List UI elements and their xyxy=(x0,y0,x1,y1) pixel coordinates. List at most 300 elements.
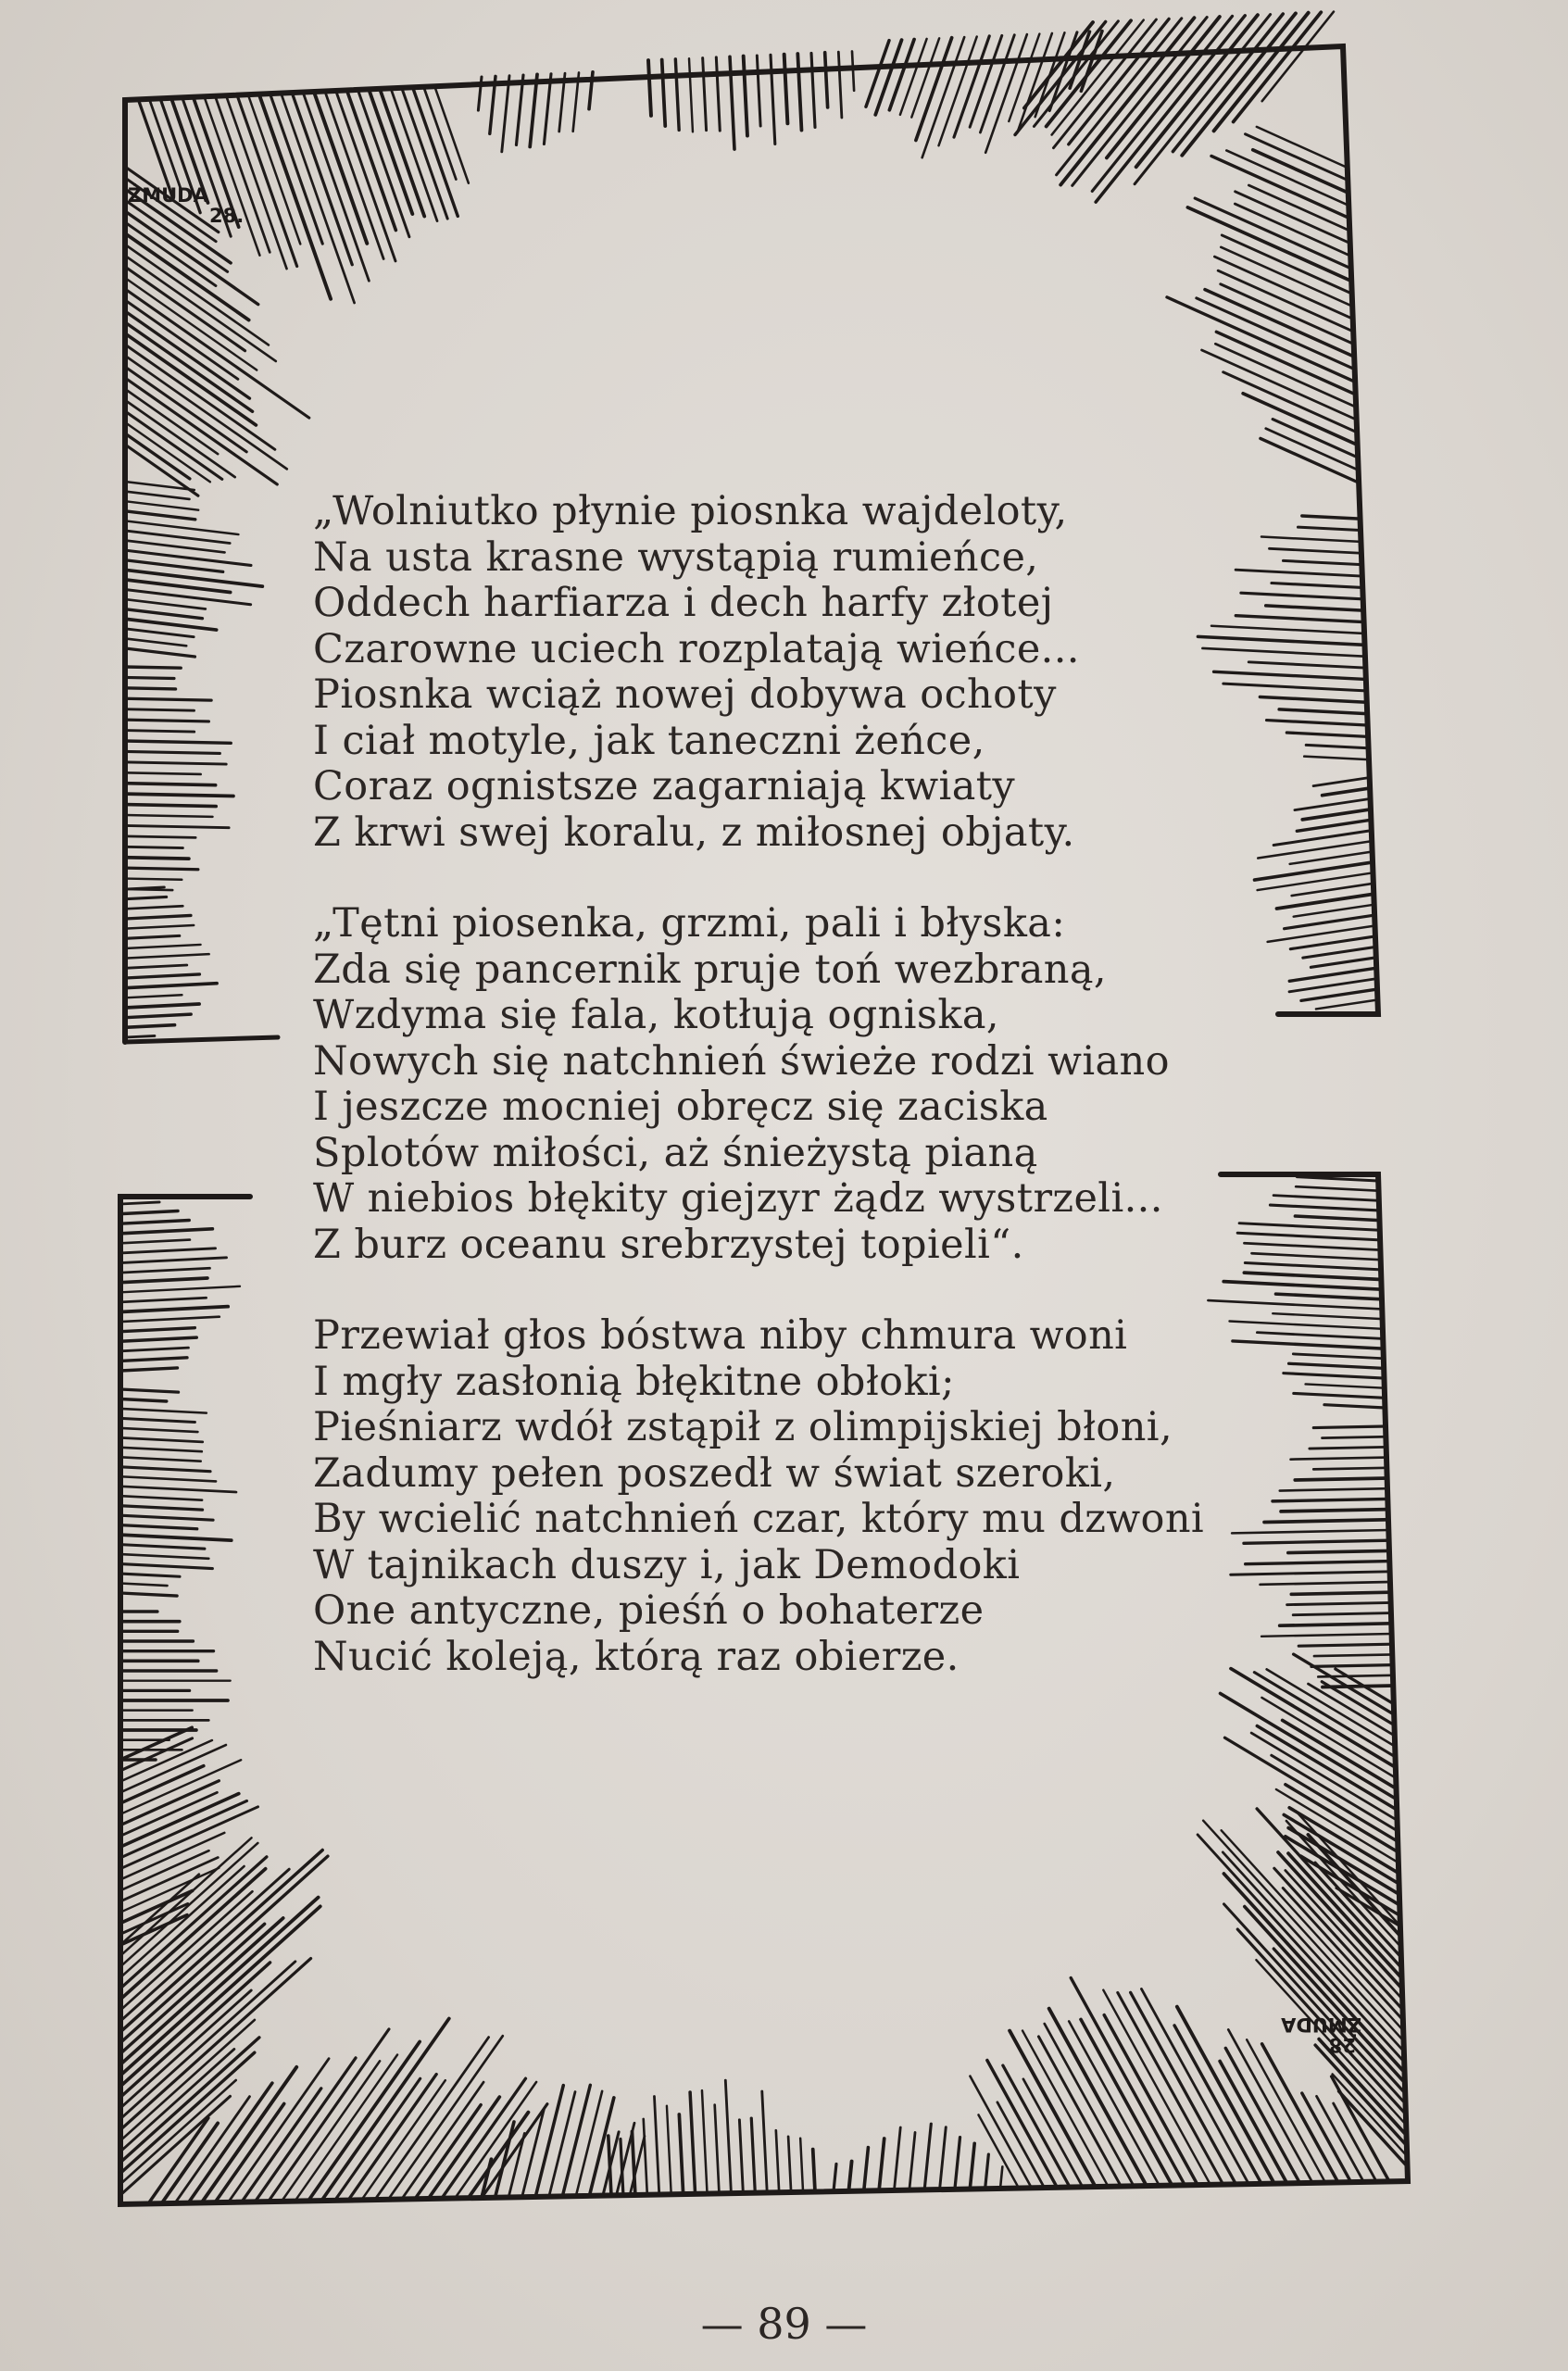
frame-hatch-line xyxy=(413,89,458,216)
frame-hatch-line xyxy=(120,1963,270,2097)
frame-hatch-line xyxy=(1023,2079,1083,2188)
frame-hatch-line xyxy=(125,256,276,361)
frame-hatch-line xyxy=(1241,593,1361,598)
frame-hatch-line xyxy=(811,53,815,127)
frame-hatch-line xyxy=(120,1418,194,1422)
frame-hatch-line xyxy=(120,1220,189,1223)
poem-line: Piosnka wciąż nowej dobywa ochoty xyxy=(313,671,1057,718)
poem-line: W niebios błękity giejzyr żądz wystrzeli... xyxy=(313,1175,1163,1222)
frame-hatch-line xyxy=(1221,247,1350,306)
frame-hatch-line xyxy=(1293,1354,1384,1359)
frame-hatch-line xyxy=(125,741,231,743)
frame-hatch-line xyxy=(1306,745,1365,747)
frame-hatch-line xyxy=(800,2139,803,2192)
frame-hatch-line xyxy=(1003,2065,1070,2188)
frame-hatch-line xyxy=(1311,958,1373,967)
frame-hatch-line xyxy=(1260,696,1363,702)
poem-line: Splotów miłości, aż śnieżystą pianą xyxy=(313,1129,1038,1176)
frame-hatch-line xyxy=(120,1358,187,1361)
frame-hatch-line xyxy=(535,2086,563,2197)
frame-hatch-line xyxy=(757,56,760,126)
frame-hatch-line xyxy=(516,75,523,144)
frame-hatch-line xyxy=(909,2132,915,2189)
frame-hatch-line xyxy=(125,648,194,657)
frame-hatch-line xyxy=(1222,235,1349,293)
frame-hatch-line xyxy=(335,2078,420,2201)
frame-hatch-line xyxy=(1292,884,1371,896)
frame-hatch-line xyxy=(1269,548,1359,553)
poem-line: One antyczne, pieśń o bohaterze xyxy=(313,1587,985,1634)
frame-hatch-line xyxy=(644,2119,647,2195)
frame-hatch-line xyxy=(125,731,194,732)
poem-line: Przewiał głos bóstwa niby chmura woni xyxy=(313,1312,1128,1359)
frame-hatch-line xyxy=(1316,1000,1374,1009)
frame-hatch-line xyxy=(1223,684,1364,691)
frame-hatch-line xyxy=(1291,1458,1387,1460)
frame-hatch-line xyxy=(125,915,191,919)
frame-hatch-line xyxy=(125,511,195,520)
frame-hatch-line xyxy=(1289,1363,1385,1368)
frame-hatch-line xyxy=(530,74,537,146)
frame-hatch-line xyxy=(120,1906,320,2086)
frame-hatch-line xyxy=(120,1918,283,2064)
frame-hatch-line xyxy=(1215,344,1353,406)
poem-line: Pieśniarz wdół zstąpił z olimpijskiej błoni, xyxy=(313,1404,1173,1450)
frame-hatch-line xyxy=(776,2130,779,2192)
frame-hatch-line xyxy=(120,1898,319,2076)
frame-hatch-line xyxy=(120,1268,209,1273)
frame-hatch-line xyxy=(120,1554,208,1559)
frame-hatch-line xyxy=(325,93,383,258)
frame-hatch-line xyxy=(1273,1196,1379,1201)
frame-hatch-line xyxy=(120,2080,236,2184)
frame-hatch-line xyxy=(1236,570,1360,576)
frame-hatch-line xyxy=(125,879,182,880)
frame-hatch-line xyxy=(125,1014,191,1018)
frame-hatch-line xyxy=(120,1593,177,1596)
frame-hatch-line xyxy=(689,58,693,132)
frame-hatch-line xyxy=(866,41,889,107)
frame-hatch-line xyxy=(255,2058,356,2202)
frame-hatch-line xyxy=(985,2154,989,2189)
frame-hatch-line xyxy=(544,74,551,144)
frame-hatch-line xyxy=(120,1328,194,1332)
stanza xyxy=(313,1313,1239,1680)
frame-hatch-line xyxy=(1267,1669,1396,1746)
frame-hatch-line xyxy=(120,1857,267,1988)
frame-hatch-line xyxy=(402,2082,484,2199)
frame-hatch-line xyxy=(1261,438,1357,482)
frame-hatch-line xyxy=(125,762,226,764)
frame-hatch-line xyxy=(120,1348,188,1351)
frame-hatch-line xyxy=(848,2162,851,2191)
frame-hatch-line xyxy=(125,367,246,452)
frame-hatch-line xyxy=(215,2103,284,2202)
frame-hatch-line xyxy=(120,1286,240,1292)
frame-hatch-line xyxy=(1295,1478,1387,1480)
frame-hatch-line xyxy=(1267,721,1365,725)
frame-hatch-line xyxy=(270,95,322,244)
frame-hatch-line xyxy=(667,2106,671,2195)
frame-hatch-line xyxy=(744,56,747,136)
frame-hatch-line xyxy=(120,1399,167,1400)
frame-hatch-line xyxy=(703,58,707,131)
frame-hatch-line xyxy=(125,599,206,608)
frame-hatch-line xyxy=(1290,852,1370,864)
frame-hatch-line xyxy=(120,1545,205,1549)
frame-hatch-line xyxy=(1244,1273,1381,1279)
frame-hatch-line xyxy=(120,1298,207,1302)
frame-hatch-line xyxy=(762,2091,767,2192)
frame-hatch-line xyxy=(125,433,190,479)
frame-hatch-line xyxy=(562,2085,590,2196)
frame-hatch-line xyxy=(508,2133,524,2197)
frame-hatch-line xyxy=(125,836,195,838)
frame-hatch-line xyxy=(1302,809,1368,820)
frame-hatch-line xyxy=(1257,1726,1397,1811)
frame-hatch-line xyxy=(205,98,259,256)
frame-hatch-line xyxy=(1301,990,1374,1001)
poem-line: W tajnikach duszy i, jak Demodoki xyxy=(313,1541,1021,1588)
frame-hatch-line xyxy=(348,2075,436,2201)
frame-hatch-line xyxy=(1245,1263,1381,1270)
frame-hatch-line xyxy=(269,2029,389,2202)
frame-hatch-line xyxy=(1313,778,1367,786)
frame-hatch-line xyxy=(1294,905,1372,917)
frame-hatch-line xyxy=(125,772,201,774)
frame-hatch-line xyxy=(894,2127,900,2190)
frame-hatch-line xyxy=(1288,1550,1389,1552)
frame-hatch-line xyxy=(120,1850,209,1890)
frame-hatch-line xyxy=(1060,18,1194,184)
frame-hatch-line xyxy=(940,2127,947,2189)
frame-hatch-line xyxy=(120,1515,213,1520)
frame-hatch-line xyxy=(1214,257,1350,318)
frame-hatch-line xyxy=(1272,583,1360,588)
frame-hatch-line xyxy=(125,541,224,553)
page-number: — 89 — xyxy=(700,2299,868,2349)
poem-line: Z burz oceanu srebrzystej topieli“. xyxy=(313,1221,1024,1268)
frame-hatch-line xyxy=(1248,662,1362,668)
frame-hatch-line xyxy=(1049,2009,1147,2186)
frame-hatch-line xyxy=(120,1584,168,1587)
frame-hatch-line xyxy=(1177,2007,1274,2184)
frame-hatch-line xyxy=(120,1437,203,1441)
frame-hatch-line xyxy=(120,1428,197,1432)
frame-hatch-line xyxy=(125,667,181,668)
poem-line: Coraz ognistsze zagarniają kwiaty xyxy=(313,763,1016,809)
frame-hatch-line xyxy=(1293,1613,1391,1615)
frame-hatch-line xyxy=(120,1760,241,1814)
frame-hatch-line xyxy=(125,935,180,938)
frame-hatch-line xyxy=(1295,799,1368,810)
frame-hatch-line xyxy=(125,974,199,978)
frame-hatch-line xyxy=(889,40,914,110)
frame-hatch-line xyxy=(1232,1530,1388,1533)
frame-hatch-line xyxy=(1251,1253,1380,1260)
frame-hatch-line xyxy=(1273,1313,1382,1319)
frame-hatch-line xyxy=(1052,20,1144,135)
frame-hatch-line xyxy=(788,2137,791,2192)
frame-hatch-line xyxy=(1289,969,1374,982)
stanza xyxy=(313,901,1239,1268)
frame-hatch-line xyxy=(1231,1669,1396,1768)
frame-hatch-line xyxy=(125,784,216,785)
frame-hatch-line xyxy=(120,1467,210,1472)
poem-line: Zadumy pełen poszedł w świat szeroki, xyxy=(313,1449,1116,1497)
frame-hatch-line xyxy=(227,97,287,269)
frame-hatch-line xyxy=(1246,1562,1390,1564)
poem-line: Wzdyma się fala, kotłują ogniska, xyxy=(313,992,999,1038)
poem-line: „Tętni piosenka, grzmi, pali i błyska: xyxy=(313,900,1066,947)
frame-hatch-line xyxy=(125,945,201,948)
frame-hatch-line xyxy=(1286,733,1365,736)
frame-hatch-line xyxy=(771,55,775,144)
frame-hatch-line xyxy=(648,60,651,116)
frame-hatch-line xyxy=(120,1525,197,1529)
frame-hatch-line xyxy=(1220,2061,1287,2183)
frame-hatch-line xyxy=(879,2139,884,2190)
frame-hatch-line xyxy=(1302,2093,1351,2182)
frame-hatch-line xyxy=(120,1202,159,1204)
frame-hatch-line xyxy=(125,677,174,678)
frame-hatch-line xyxy=(1000,2166,1002,2189)
frame-hatch-line xyxy=(675,59,679,131)
frame-hatch-line xyxy=(1015,21,1106,134)
frame-hatch-line xyxy=(1310,1447,1386,1449)
frame-hatch-line xyxy=(1311,1665,1393,1667)
frame-hatch-line xyxy=(120,1564,212,1569)
frame-hatch-line xyxy=(1304,757,1366,759)
frame-hatch-line xyxy=(125,492,189,499)
frame-hatch-line xyxy=(502,76,509,152)
frame-hatch-line xyxy=(716,57,720,131)
frame-hatch-line xyxy=(576,2091,602,2196)
frame-hatch-line xyxy=(1284,560,1360,564)
frame-hatch-line xyxy=(1264,1520,1388,1523)
frame-hatch-line xyxy=(282,2061,380,2202)
frame-hatch-line xyxy=(125,984,217,988)
frame-hatch-line xyxy=(690,2092,695,2194)
frame-hatch-line xyxy=(608,2136,611,2195)
frame-hatch-line xyxy=(1261,1698,1396,1778)
frame-hatch-line xyxy=(911,38,939,117)
frame-hatch-line xyxy=(1231,1572,1390,1574)
frame-hatch-line xyxy=(549,2092,575,2197)
frame-hatch-line xyxy=(1045,2024,1134,2186)
frame-hatch-line xyxy=(125,794,233,796)
frame-hatch-line xyxy=(125,609,202,619)
frame-hatch-line xyxy=(120,1240,190,1244)
frame-hatch-line xyxy=(1243,394,1355,444)
frame-hatch-line xyxy=(1223,372,1355,432)
frame-hatch-line xyxy=(813,2150,815,2192)
artist-signature-bottom-text: 28 ŻMUDA xyxy=(1281,2013,1361,2056)
frame-hatch-line xyxy=(1266,606,1361,610)
frame-hatch-line xyxy=(125,267,245,351)
frame-hatch-line xyxy=(1237,1233,1380,1240)
frame-hatch-line xyxy=(315,94,368,244)
frame-hatch-line xyxy=(1287,1602,1391,1604)
frame-hatch-line xyxy=(1323,1436,1386,1437)
frame-hatch-line xyxy=(1291,1592,1390,1594)
frame-hatch-line xyxy=(125,619,217,630)
frame-hatch-line xyxy=(970,2143,974,2189)
frame-hatch-line xyxy=(120,1457,201,1461)
frame-hatch-line xyxy=(358,92,409,237)
frame-hatch-line xyxy=(381,91,424,217)
frame-hatch-line xyxy=(259,96,331,299)
frame-hatch-line xyxy=(1289,979,1374,992)
frame-hatch-line xyxy=(621,2139,623,2196)
frame-hatch-line xyxy=(1245,134,1346,180)
frame-hatch-line xyxy=(1257,127,1346,167)
frame-hatch-line xyxy=(797,54,801,131)
frame-hatch-line xyxy=(1261,537,1359,542)
frame-hatch-line xyxy=(125,858,189,859)
frame-hatch-line xyxy=(125,629,194,637)
poem-line: Zda się pancernik pruje toń wezbraną, xyxy=(313,946,1107,993)
frame-hatch-line xyxy=(838,52,842,118)
frame-hatch-line xyxy=(1285,916,1372,929)
frame-hatch-line xyxy=(1022,2031,1109,2187)
frame-hatch-line xyxy=(751,2118,755,2193)
frame-hatch-line xyxy=(282,95,355,303)
frame-hatch-line xyxy=(900,39,927,115)
poem-line: Czarowne uciech rozplatają wieńce... xyxy=(313,625,1080,672)
frame-hatch-line xyxy=(125,322,253,411)
frame-hatch-line xyxy=(1270,1205,1379,1211)
artist-signature-top: ŻMUDA 28. xyxy=(128,184,245,227)
frame-hatch-line xyxy=(1010,2031,1096,2187)
frame-hatch-line xyxy=(739,2120,743,2193)
frame-hatch-line xyxy=(125,906,182,909)
frame-hatch-line xyxy=(120,1337,196,1341)
frame-hatch-line xyxy=(1280,1624,1392,1625)
frame-hatch-line xyxy=(1107,17,1220,157)
frame-hatch-line xyxy=(216,98,270,253)
frame-hatch-line xyxy=(1306,1384,1385,1387)
frame-hatch-line xyxy=(120,1766,204,1803)
frame-hatch-line xyxy=(125,709,194,710)
frame-hatch-line xyxy=(1314,1654,1393,1656)
frame-hatch-line xyxy=(120,1800,246,1857)
frame-hatch-line xyxy=(1295,1216,1379,1221)
frame-hatch-line xyxy=(120,2049,234,2151)
frame-hatch-line xyxy=(125,720,208,721)
frame-hatch-line xyxy=(864,2148,869,2191)
frame-hatch-line xyxy=(1313,1468,1386,1470)
frame-hatch-line xyxy=(120,1258,227,1263)
frame-hatch-line xyxy=(1223,1282,1382,1290)
frame-hatch-line xyxy=(1284,1374,1385,1378)
frame-hatch-line xyxy=(1323,788,1367,795)
frame-hatch-line xyxy=(1294,1393,1385,1398)
frame-hatch-line xyxy=(1296,1186,1378,1190)
frame-hatch-line xyxy=(120,1368,177,1371)
frame-hatch-line xyxy=(834,2164,836,2192)
frame-hatch-line xyxy=(125,995,182,997)
frame-hatch-line xyxy=(120,1248,216,1253)
poem-line: Nowych się natchnień świeże rodzi wiano xyxy=(313,1037,1170,1085)
frame-hatch-line xyxy=(679,2114,683,2194)
frame-hatch-line xyxy=(997,2102,1045,2188)
frame-hatch-line xyxy=(1283,1720,1397,1788)
frame-hatch-line xyxy=(125,925,194,929)
poem-line: Nucić koleją, którą raz obierze. xyxy=(313,1633,960,1680)
frame-hatch-line xyxy=(1275,1294,1382,1299)
frame-hatch-line xyxy=(125,805,216,807)
frame-hatch-line xyxy=(715,2105,720,2194)
frame-hatch-line xyxy=(784,55,788,124)
poem-line: „Wolniutko płynie piosnka wajdeloty, xyxy=(313,488,1068,534)
poem xyxy=(313,489,1239,1680)
frame-hatch-line xyxy=(120,1574,180,1576)
frame-hatch-line xyxy=(125,751,220,753)
poem-line: By wcielić natchnień czar, który mu dzwoni xyxy=(313,1496,1205,1542)
frame-hatch-line xyxy=(1244,1540,1389,1543)
frame-hatch-line xyxy=(120,1476,216,1481)
frame-hatch-line xyxy=(1257,1333,1383,1339)
frame-hatch-line xyxy=(361,2080,445,2200)
frame-hatch-line xyxy=(1230,1322,1384,1329)
frame-hatch-line xyxy=(1248,185,1348,230)
frame-hatch-line xyxy=(1038,2037,1121,2187)
frame-hatch-line xyxy=(1324,1405,1386,1408)
frame-hatch-line xyxy=(415,2105,481,2200)
frame-hatch-line xyxy=(1239,1223,1380,1231)
frame-hatch-line xyxy=(1261,1634,1392,1637)
frame-hatch-line xyxy=(985,34,1027,153)
frame-hatch-line xyxy=(1298,527,1359,530)
frame-hatch-line xyxy=(825,53,828,107)
frame-hatch-line xyxy=(125,638,186,646)
frame-hatch-line xyxy=(321,2018,449,2201)
frame-hatch-line xyxy=(1308,1684,1395,1736)
frame-hatch-line xyxy=(120,1794,239,1848)
frame-hatch-line xyxy=(924,2124,931,2189)
frame-hatch-line xyxy=(875,40,901,115)
frame-hatch-line xyxy=(1174,2026,1261,2184)
frame-hatch-line xyxy=(662,59,666,126)
frame-hatch-line xyxy=(120,1317,220,1322)
frame-hatch-line xyxy=(120,1229,212,1234)
poem-line: Oddech harfiarza i dech harfy złotej xyxy=(313,580,1054,626)
frame-hatch-line xyxy=(125,1025,175,1028)
frame-hatch-line xyxy=(1261,1582,1391,1585)
frame-hatch-line xyxy=(120,1535,232,1540)
frame-hatch-line xyxy=(922,37,965,157)
frame-hatch-line xyxy=(1290,936,1372,948)
frame-hatch-line xyxy=(1303,947,1373,958)
stanza xyxy=(313,489,1239,856)
poem-line: I jeszcze mocniej obręcz się zaciska xyxy=(313,1084,1048,1130)
frame-hatch-line xyxy=(295,2055,397,2202)
frame-hatch-line xyxy=(1266,429,1356,470)
frame-border xyxy=(125,1037,278,1042)
frame-hatch-line xyxy=(1221,284,1351,344)
frame-hatch-line xyxy=(125,954,209,959)
frame-hatch-line xyxy=(125,868,198,870)
frame-hatch-line xyxy=(1298,1644,1392,1646)
frame-hatch-line xyxy=(120,1781,219,1825)
frame-hatch-line xyxy=(1302,516,1358,519)
frame-hatch-line xyxy=(1167,297,1353,381)
frame-hatch-line xyxy=(1218,270,1351,331)
frame-hatch-line xyxy=(1214,13,1309,132)
frame-hatch-line xyxy=(120,1448,202,1451)
frame-hatch-line xyxy=(125,815,212,817)
